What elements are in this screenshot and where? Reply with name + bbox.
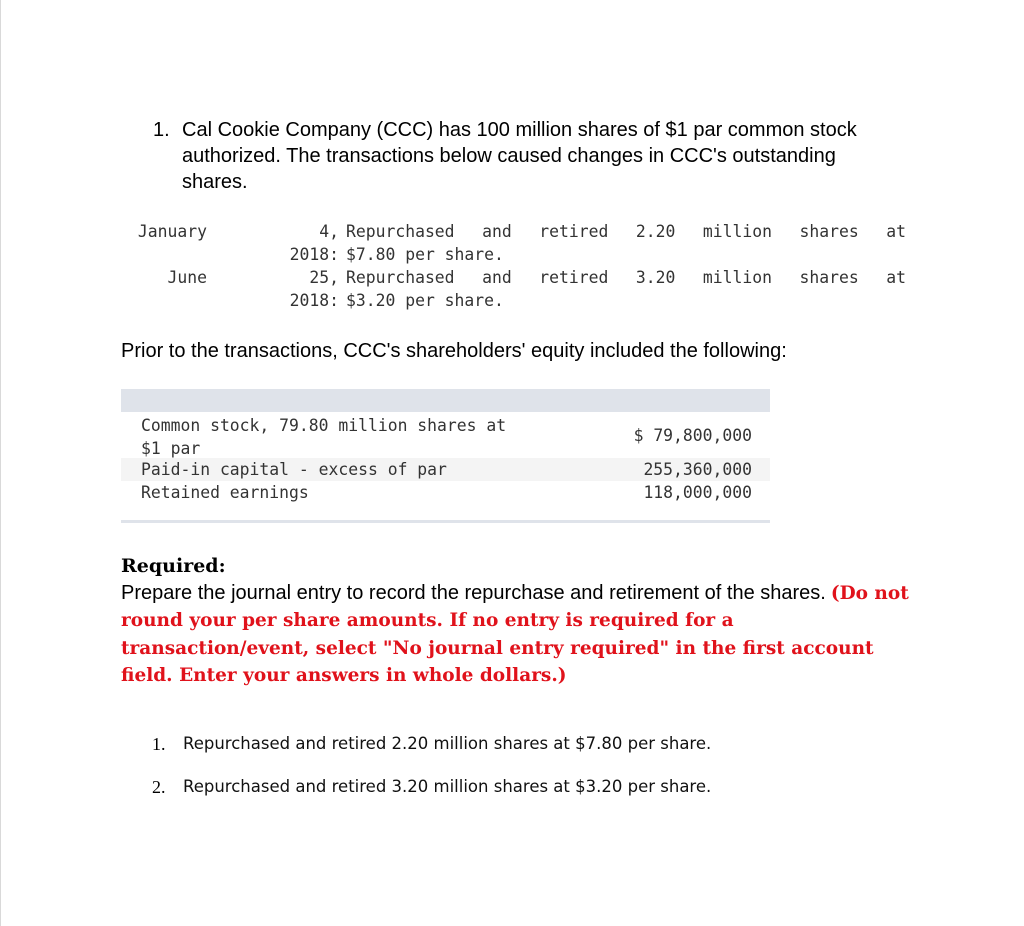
transaction-row — [121, 266, 906, 289]
equity-amount: 118,000,000 — [643, 483, 752, 502]
transaction-description: Repurchased and retired 3.20 million shares at — [346, 268, 906, 287]
equity-row-common-stock — [121, 412, 770, 458]
equity-label: Retained earnings — [141, 483, 309, 502]
part-text: Repurchased and retired 3.20 million shares at $3.20 per share. — [183, 777, 712, 796]
transaction-row — [121, 220, 906, 243]
transaction-description-continued: $3.20 per share. — [346, 291, 504, 310]
equity-row-retained-earnings — [121, 481, 770, 504]
equity-table-header — [121, 389, 770, 412]
required-block — [121, 553, 911, 690]
equity-row-paid-in-capital — [121, 458, 770, 481]
transaction-year: 2018: — [289, 291, 339, 310]
question-number: 1. — [153, 119, 170, 141]
prior-text: Prior to the transactions, CCC's shareholders' equity included the following: — [121, 340, 787, 362]
equity-table-bottom-rule — [121, 520, 770, 523]
equity-label-line2: $1 par — [141, 439, 201, 458]
equity-table — [121, 389, 770, 523]
question-block — [153, 117, 903, 195]
equity-label: Paid-in capital - excess of par — [141, 460, 447, 479]
empty-cell — [121, 243, 207, 266]
transaction-description-continued: $7.80 per share. — [346, 245, 504, 264]
part-number: 1. — [152, 734, 166, 754]
transaction-year: 2018: — [289, 245, 339, 264]
part-number: 2. — [152, 777, 166, 797]
transaction-row-continued — [121, 289, 906, 312]
equity-label — [141, 414, 506, 460]
transactions-table — [121, 220, 906, 312]
page-left-border — [0, 0, 1, 926]
transaction-month: January — [137, 222, 207, 241]
required-body: Prepare the journal entry to record the repurchase and retirement of the shares. — [121, 581, 826, 604]
required-note: (Do not round your per share amounts. If no entry is required for a transaction/event, select "No journal entry required" in the first account field. Enter your answers in whole dollars.) — [121, 582, 909, 686]
question-text: Cal Cookie Company (CCC) has 100 million shares of $1 par common stock authorized. The transactions below caused changes in CCC's outstanding shares. — [182, 119, 857, 193]
equity-amount: $ 79,800,000 — [633, 426, 752, 445]
equity-label-line1: Common stock, 79.80 million shares at — [141, 416, 507, 435]
part-text: Repurchased and retired 2.20 million shares at $7.80 per share. — [183, 734, 712, 753]
empty-cell — [121, 289, 207, 312]
equity-amount: 255,360,000 — [643, 460, 752, 479]
transaction-description: Repurchased and retired 2.20 million shares at — [346, 222, 906, 241]
transaction-month: June — [167, 268, 207, 287]
required-title: Required: — [121, 555, 226, 577]
transaction-row-continued — [121, 243, 906, 266]
transaction-day: 25, — [309, 268, 339, 287]
transaction-day: 4, — [319, 222, 339, 241]
